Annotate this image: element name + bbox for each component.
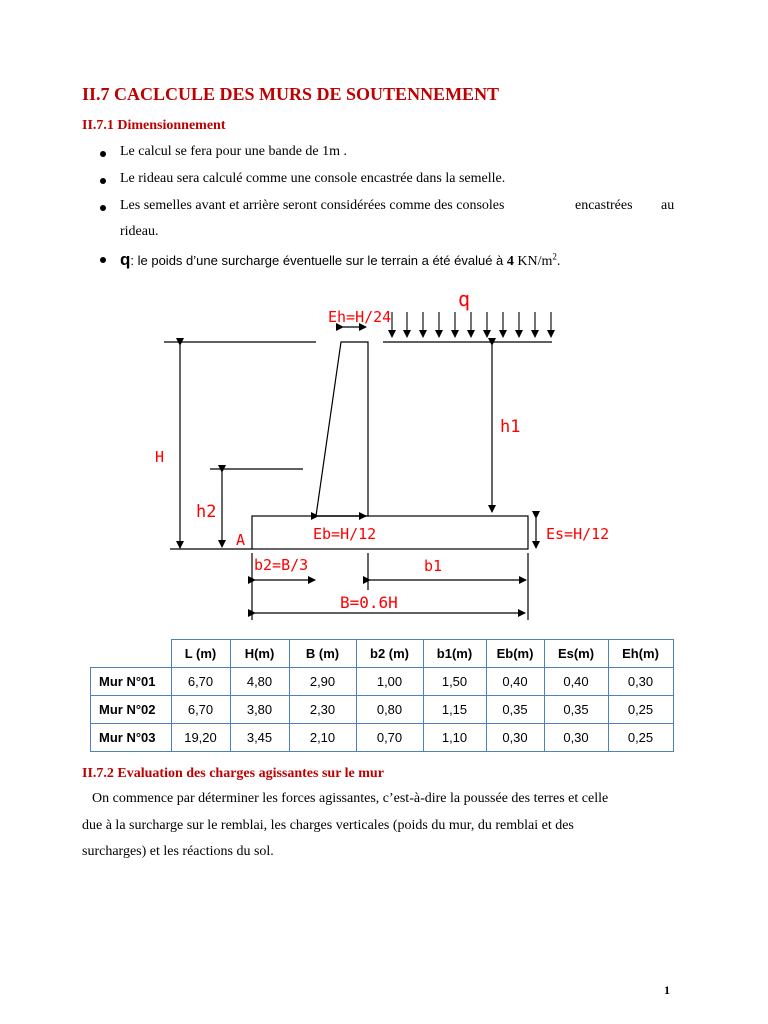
paragraph-line-1: On commence par déterminer les forces agissantes, c’est-à-dire la poussée des terres et celle bbox=[92, 791, 609, 806]
table-cell: 19,20 bbox=[171, 724, 230, 752]
row-label: Mur N°02 bbox=[91, 696, 172, 724]
table-cell: 3,80 bbox=[230, 696, 289, 724]
wall-dimensions-table bbox=[90, 639, 674, 752]
column-header: B (m) bbox=[289, 640, 356, 668]
label-A: A bbox=[236, 531, 246, 549]
table-cell: 1,15 bbox=[423, 696, 486, 724]
table-cell: 6,70 bbox=[171, 668, 230, 696]
table-cell: 0,30 bbox=[608, 668, 673, 696]
table-cell: 0,30 bbox=[544, 724, 608, 752]
table-cell: 2,10 bbox=[289, 724, 356, 752]
paragraph-line-2: due à la surcharge sur le remblai, les charges verticales (poids du mur, du remblai et des bbox=[82, 818, 574, 833]
column-header: L (m) bbox=[171, 640, 230, 668]
table-cell: 1,00 bbox=[356, 668, 423, 696]
table-cell: 1,10 bbox=[423, 724, 486, 752]
bullet-item-3-continuation: rideau. bbox=[120, 224, 159, 239]
label-b2: b2=B/3 bbox=[254, 556, 309, 574]
table-cell: 0,30 bbox=[486, 724, 544, 752]
table-cell: 2,90 bbox=[289, 668, 356, 696]
table-cell: 0,25 bbox=[608, 696, 673, 724]
column-header: Eh(m) bbox=[608, 640, 673, 668]
table-cell: 0,35 bbox=[486, 696, 544, 724]
surcharge-arrows bbox=[392, 312, 551, 337]
wall-footing bbox=[252, 516, 528, 549]
table-row bbox=[91, 668, 674, 696]
table-cell: 0,40 bbox=[486, 668, 544, 696]
column-header: Eb(m) bbox=[486, 640, 544, 668]
page-number: 1 bbox=[664, 983, 670, 997]
label-B: B=0.6H bbox=[340, 593, 398, 612]
table-cell: 4,80 bbox=[230, 668, 289, 696]
table-cell: 0,70 bbox=[356, 724, 423, 752]
table-row bbox=[91, 696, 674, 724]
label-b1: b1 bbox=[424, 557, 443, 575]
label-h2: h2 bbox=[196, 502, 217, 522]
table-cell: 0,25 bbox=[608, 724, 673, 752]
label-Eb: Eb=H/12 bbox=[313, 525, 377, 543]
row-label: Mur N°03 bbox=[91, 724, 172, 752]
table-cell: 1,50 bbox=[423, 668, 486, 696]
table-row bbox=[91, 724, 674, 752]
column-header: b2 (m) bbox=[356, 640, 423, 668]
table-cell: 0,80 bbox=[356, 696, 423, 724]
section-title: II.7 CACLCULE DES MURS DE SOUTENNEMENT bbox=[82, 84, 500, 104]
column-header: H(m) bbox=[230, 640, 289, 668]
column-header: Es(m) bbox=[544, 640, 608, 668]
column-header: b1(m) bbox=[423, 640, 486, 668]
label-Es: Es=H/12 bbox=[546, 525, 610, 543]
subsection-title-evaluation: II.7.2 Evaluation des charges agissantes sur le mur bbox=[82, 766, 384, 781]
table-cell: 0,40 bbox=[544, 668, 608, 696]
paragraph-line-3: surcharges) et les réactions du sol. bbox=[82, 844, 274, 859]
table-cell: 2,30 bbox=[289, 696, 356, 724]
table-cell: 3,45 bbox=[230, 724, 289, 752]
table-cell: 0,35 bbox=[544, 696, 608, 724]
label-q: q bbox=[458, 287, 471, 311]
label-H: H bbox=[155, 448, 165, 466]
subsection-title-dimensionnement: II.7.1 Dimensionnement bbox=[82, 118, 226, 133]
wall-stem bbox=[316, 342, 368, 516]
label-h1: h1 bbox=[500, 417, 521, 437]
table-cell: 6,70 bbox=[171, 696, 230, 724]
row-label: Mur N°01 bbox=[91, 668, 172, 696]
label-Eh: Eh=H/24 bbox=[328, 308, 392, 326]
table-header-row bbox=[91, 640, 674, 668]
